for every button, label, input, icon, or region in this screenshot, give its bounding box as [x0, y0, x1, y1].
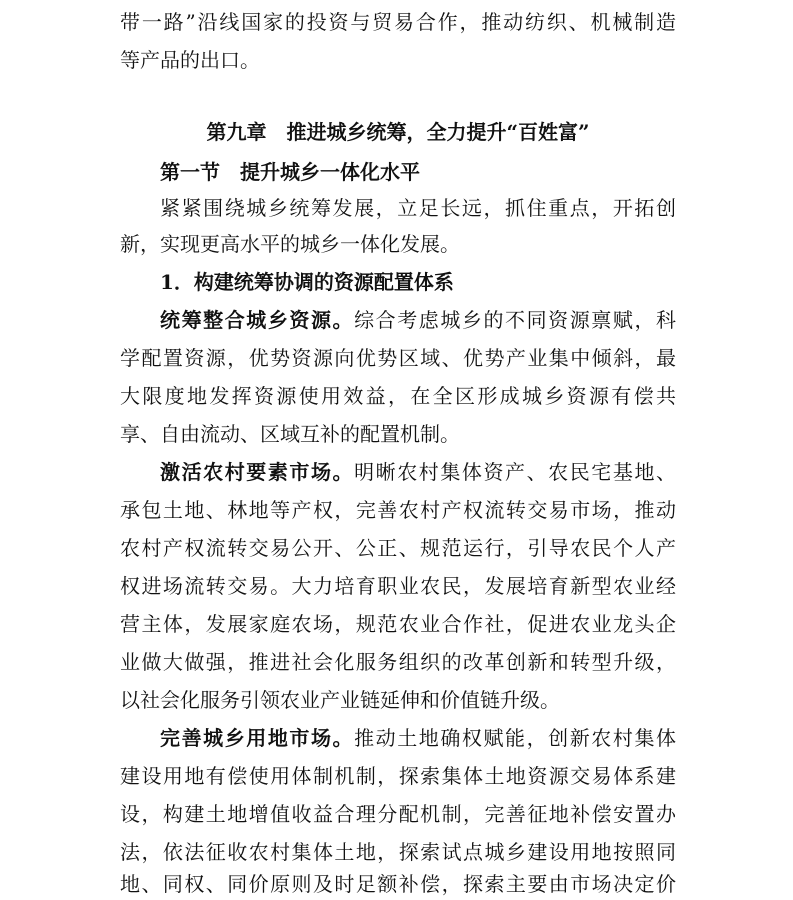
text-line: 享、自由流动、区域互补的配置机制。: [120, 422, 460, 446]
text-line: 带一路”沿线国家的投资与贸易合作，推动纺织、机械制造: [120, 10, 676, 34]
text-line: 地、同权、同价原则及时足额补偿，探索主要由市场决定价: [120, 872, 676, 896]
paragraph-first-line: [120, 456, 676, 488]
intro-line: 紧紧围绕城乡统筹发展，立足长远，抓住重点，开拓创: [160, 196, 676, 220]
paragraph-first-line: [120, 722, 676, 754]
subsection-title: 1．构建统筹协调的资源配置体系: [160, 270, 454, 294]
paragraph-first-line: [120, 304, 676, 336]
text-line: 权进场流转交易。大力培育职业农民，发展培育新型农业经: [120, 574, 676, 598]
section-title: 第一节 提升城乡一体化水平: [160, 160, 420, 184]
paragraph-lead: 激活农村要素市场。: [160, 460, 355, 484]
text-line: 等产品的出口。: [120, 48, 260, 72]
text-line: 以社会化服务引领农业产业链延伸和价值链升级。: [120, 688, 560, 712]
text-line: 设，构建土地增值收益合理分配机制，完善征地补偿安置办: [120, 802, 676, 826]
text-line: 营主体，发展家庭农场，规范农业合作社，促进农业龙头企: [120, 612, 676, 636]
paragraph-lead: 统筹整合城乡资源。: [160, 308, 355, 332]
text-line: 法，依法征收农村集体土地，探索试点城乡建设用地按照同: [120, 840, 676, 864]
text-line: 业做大做强，推进社会化服务组织的改革创新和转型升级，: [120, 650, 676, 674]
paragraph-text: 明晰农村集体资产、农民宅基地、: [354, 460, 677, 484]
paragraph-text: 综合考虑城乡的不同资源禀赋，科: [354, 308, 677, 332]
text-line: 农村产权流转交易公开、公正、规范运行，引导农民个人产: [120, 536, 676, 560]
text-line: 建设用地有偿使用体制机制，探索集体土地资源交易体系建: [120, 764, 676, 788]
intro-line: 新，实现更高水平的城乡一体化发展。: [120, 232, 460, 256]
text-line: 大限度地发挥资源使用效益，在全区形成城乡资源有偿共: [120, 384, 676, 408]
paragraph-lead: 完善城乡用地市场。: [160, 726, 355, 750]
text-line: 学配置资源，优势资源向优势区域、优势产业集中倾斜，最: [120, 346, 676, 370]
text-line: 承包土地、林地等产权，完善农村产权流转交易市场，推动: [120, 498, 676, 522]
paragraph-text: 推动土地确权赋能，创新农村集体: [354, 726, 677, 750]
chapter-title: 第九章 推进城乡统筹，全力提升“百姓富”: [206, 120, 590, 144]
